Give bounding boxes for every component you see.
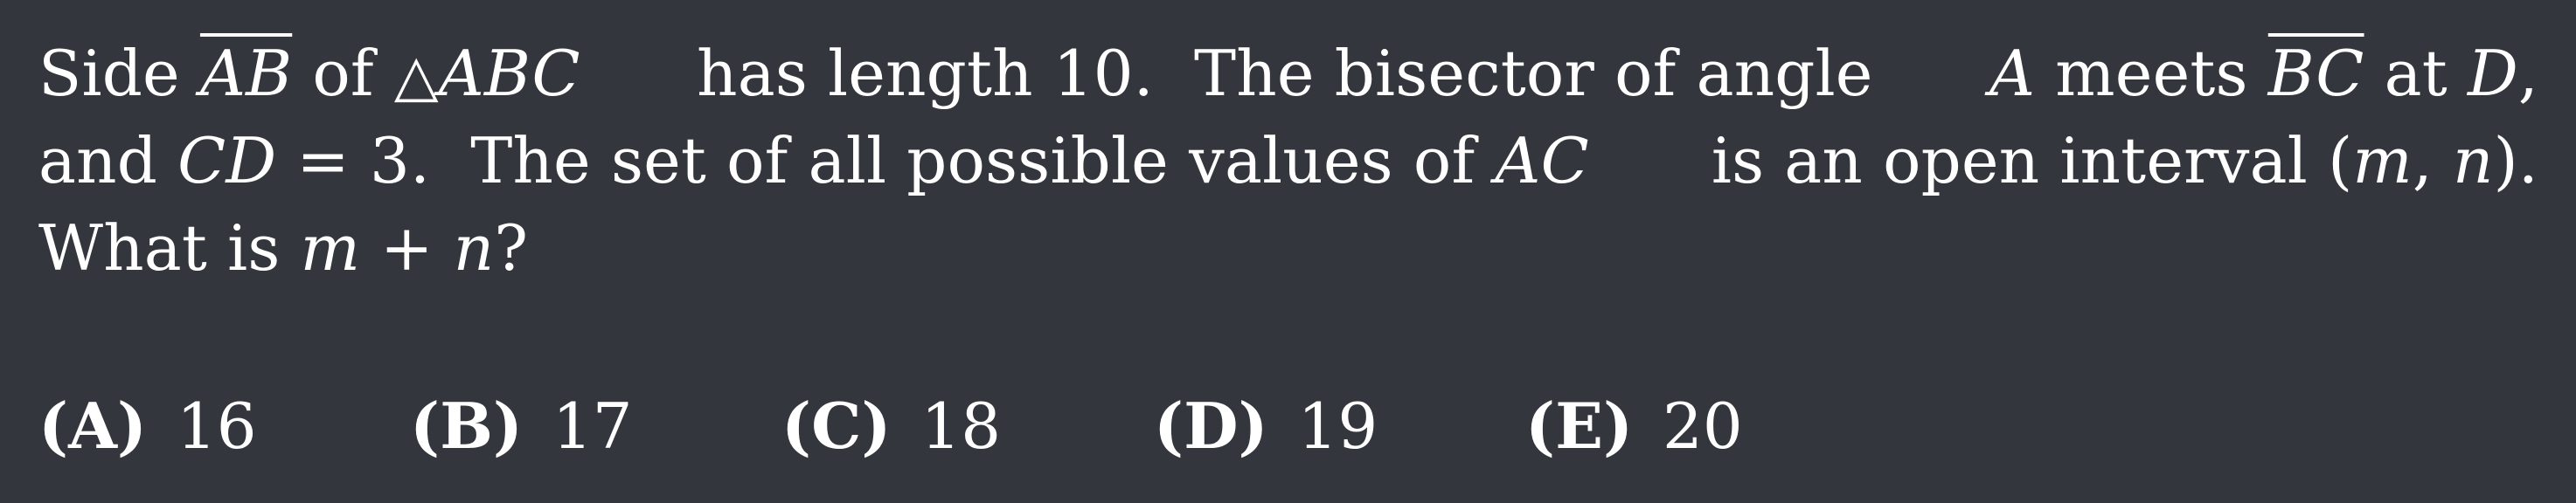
choice-e[interactable] <box>1525 382 1743 470</box>
line2-start <box>38 117 1589 204</box>
line1-end <box>1989 30 2538 117</box>
text-side: Side <box>38 37 200 110</box>
choice-b[interactable] <box>410 382 633 470</box>
line1-segment <box>38 30 580 120</box>
problem-line-3 <box>38 204 2538 292</box>
problem-statement <box>38 30 2538 292</box>
triangle-symbol: △ <box>393 42 439 109</box>
choice-d[interactable] <box>1154 382 1378 470</box>
choice-a-value: 16 <box>177 389 257 463</box>
question-variable-m: m <box>300 211 361 285</box>
choice-a-label: (A) <box>38 389 147 463</box>
interval-close: ). <box>2493 124 2538 197</box>
choice-b-label: (B) <box>410 389 523 463</box>
text-what-is: What is <box>38 211 301 285</box>
segment-cd: CD <box>177 124 277 197</box>
angle-a: A <box>1989 37 2036 110</box>
point-d: D <box>2467 37 2518 110</box>
choice-d-label: (D) <box>1154 389 1268 463</box>
text-open-interval: is an open interval ( <box>1691 124 2353 197</box>
choice-e-label: (E) <box>1525 389 1634 463</box>
plus-sign: + <box>360 211 454 285</box>
text-comma: , <box>2517 37 2538 110</box>
segment-bc: $\overline{BC}$ <box>2267 37 2364 110</box>
problem-line-2 <box>38 117 2538 204</box>
text-meets: meets <box>2035 37 2268 110</box>
question-variable-n: n <box>453 211 495 285</box>
text-has-length: has length 10. The bisector of angle <box>677 37 1893 110</box>
choice-e-value: 20 <box>1663 389 1743 463</box>
segment-ac: AC <box>1495 124 1589 197</box>
variable-m: m <box>2352 124 2413 197</box>
variable-n: n <box>2453 124 2494 197</box>
interval-comma: , <box>2412 124 2454 197</box>
text-and: and <box>38 124 178 197</box>
text-at: at <box>2364 37 2468 110</box>
text-set-of-values: = 3. The set of all possible values of <box>276 124 1496 197</box>
segment-ab: $\overline{AB}$ <box>199 37 293 110</box>
text-of: of <box>292 37 394 110</box>
choice-c-value: 18 <box>920 389 1002 463</box>
triangle-abc: ABC <box>438 37 580 110</box>
choice-d-value: 19 <box>1297 389 1378 463</box>
line2-end <box>1691 117 2538 204</box>
choice-c-label: (C) <box>781 389 892 463</box>
choice-b-value: 17 <box>552 389 633 463</box>
problem-line-1 <box>38 30 2538 117</box>
question-mark: ? <box>494 211 529 285</box>
choice-a[interactable] <box>38 382 257 470</box>
choice-c[interactable] <box>781 382 1001 470</box>
